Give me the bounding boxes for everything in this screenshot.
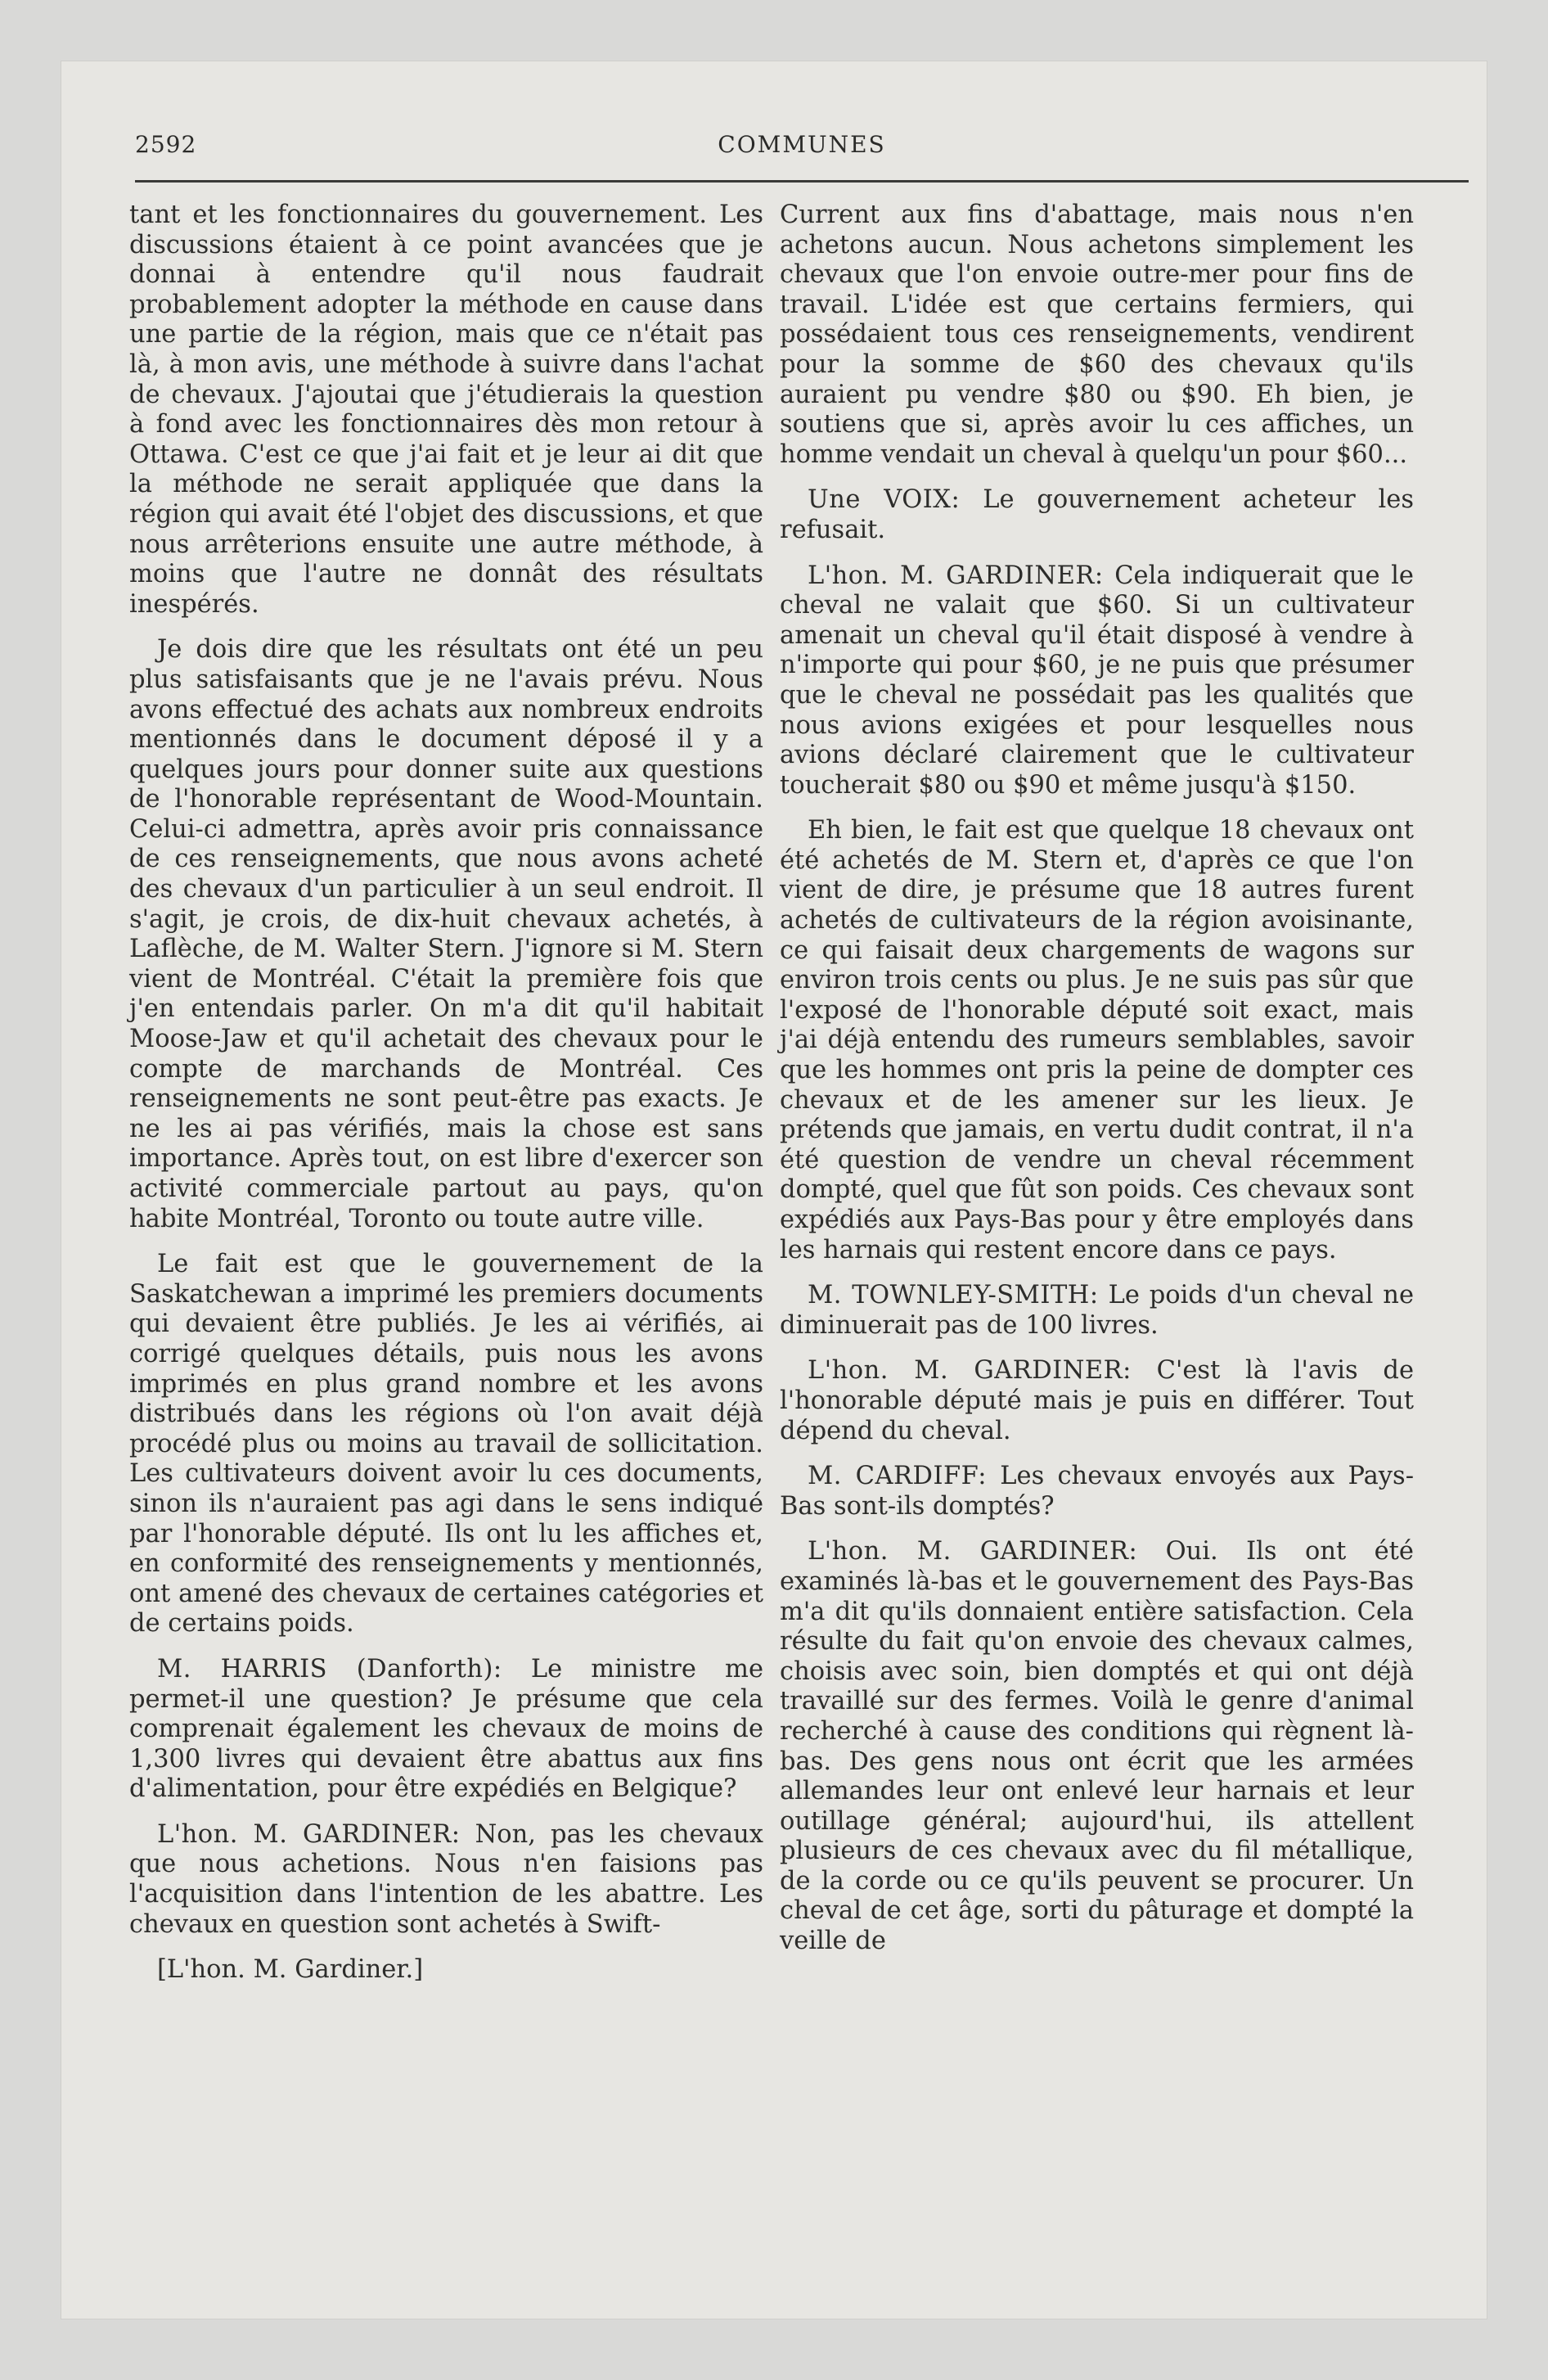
speaker-name: M. HARRIS (Danforth): [157, 1654, 502, 1684]
speaker-name: L'hon. M. GARDINER: [808, 1356, 1132, 1386]
paragraph-text: tant et les fonctionnaires du gouvernement. Les discussions étaient à ce point avancées que je donnai à entendre qu'il nous faudrait probablement adopter la méthode en cause dans une partie de la région, mais que ce n'était pas là, à mon avis, une méthode à suivre dans l'achat de chevaux. J'ajoutai que j'étudierais la question à fond avec les fonctionnaires dès mon retour à Ottawa. C'est ce que j'ai fait et je leur ai dit que la méthode ne serait appliquée que dans la région qui avait été l'objet des discussions, et que nous arrêterions ensuite une autre méthode, à moins que l'autre ne donnât des résultats inespérés. [129, 201, 763, 619]
speaker-name: L'hon. M. GARDINER: [808, 561, 1104, 590]
paragraph [129, 201, 763, 620]
speech-text: Le gouvernement acheteur les refusait. [780, 485, 1415, 544]
speech-text: Le poids d'un cheval ne diminuerait pas de 100 livres. [780, 1281, 1414, 1340]
paragraph [129, 1250, 763, 1639]
paragraph-text: Je dois dire que les résultats ont été un peu plus satisfaisants que je ne l'avais prévu. Nous avons effectué des achats aux nombreux endroits mentionnés dans le document déposé il y a quelques jours pour donner suite aux questions de l'honorable représentant de Wood-Mountain. Celui-ci admettra, après avoir pris connaissance de ces renseignements, que nous avons acheté des chevaux d'un particulier à un seul endroit. Il s'agit, je crois, de dix-huit chevaux achetés, à Laflèche, de M. Walter Stern. J'ignore si M. Stern vient de Montréal. C'était la première fois que j'en entendais parler. On m'a dit qu'il habitait Moose-Jaw et qu'il achetait des chevaux pour le compte de marchands de Montréal. Ces renseignements ne sont peut-être pas exacts. Je ne les ai pas vérifiés, mais la chose est sans importance. Après tout, on est libre d'exercer son activité commerciale partout au pays, qu'on habite Montréal, Toronto ou toute autre ville. [129, 635, 763, 1233]
speech-paragraph [129, 1655, 763, 1805]
speech-text: Le ministre me permet-il une question? Je présume que cela comprenait également les chevaux de moins de 1,300 livres qui devaient être abattus aux fins d'alimentation, pour être expédiés en Belgique? [129, 1654, 763, 1804]
paragraph [780, 201, 1414, 470]
speaker-name: L'hon. M. GARDINER: [808, 1537, 1138, 1566]
speech-paragraph [780, 1537, 1414, 1956]
speech-paragraph [780, 561, 1414, 801]
speech-paragraph [780, 485, 1414, 545]
speaker-name: L'hon. M. GARDINER: [157, 1819, 461, 1849]
speech-text: Cela indiquerait que le cheval ne valait que $60. Si un cultivateur amenait un cheval qu'il était disposé à vendre à n'importe qui pour $60, je ne puis que présumer que le cheval ne possédait pas les qualités que nous avions exigées et pour lesquelles nous avions déclaré clairement que le cultivateur toucherait $80 ou $90 et même jusqu'à $150. [780, 561, 1414, 800]
speech-paragraph [780, 1356, 1414, 1446]
running-head: COMMUNES [718, 131, 886, 158]
paragraph-text: Current aux fins d'abattage, mais nous n'en achetons aucun. Nous achetons simplement les chevaux que l'on envoie outre-mer pour fins de travail. L'idée est que certains fermiers, qui possédaient tous ces renseignements, vendirent pour la somme de $60 des chevaux qu'ils auraient pu vendre $80 ou $90. Eh bien, je soutiens que si, après avoir lu ces affiches, un homme vendait un cheval à quelqu'un pour $60... [780, 201, 1414, 469]
page-attribution: [L'hon. M. Gardiner.] [157, 1955, 424, 1985]
paragraph-text: Eh bien, le fait est que quelque 18 chevaux ont été achetés de M. Stern et, d'après ce que l'on vient de dire, je présume que 18 autres furent achetés de cultivateurs de la région avoisinante, ce qui faisait deux chargements de wagons sur environ trois cents ou plus. Je ne suis pas sûr que l'exposé de l'honorable député soit exact, mais j'ai déjà entendu des rumeurs semblables, savoir que les hommes ont pris la peine de dompter ces chevaux et de les amener sur les lieux. Je prétends que jamais, en vertu dudit contrat, il n'a été question de vendre un cheval récemment dompté, quel que fût son poids. Ces chevaux sont expédiés aux Pays-Bas pour y être employés dans les harnais qui restent encore dans ce pays. [780, 816, 1414, 1264]
speaker-name: Une VOIX: [808, 485, 961, 515]
speaker-name: M. TOWNLEY-SMITH: [808, 1281, 1099, 1310]
speech-text: Non, pas les chevaux que nous achetions. Nous n'en faisions pas l'acquisition dans l'intention de les abattre. Les chevaux en question sont achetés à Swift- [129, 1819, 763, 1939]
paragraph [129, 635, 763, 1234]
speaker-name: M. CARDIFF: [808, 1462, 988, 1491]
paragraph [780, 816, 1414, 1265]
speech-text: Oui. Ils ont été examinés là-bas et le gouvernement des Pays-Bas m'a dit qu'ils donnaient entière satisfaction. Cela résulte du fait qu'on envoie des chevaux calmes, choisis avec soin, bien domptés et qui ont déjà travaillé sur des fermes. Voilà le genre d'animal recherché à cause des conditions qui règnent là-bas. Des gens nous ont écrit que les armées allemandes leur ont enlevé leur harnais et leur outillage général; aujourd'hui, ils attellent plusieurs de ces chevaux avec du fil métallique, de la corde ou ce qu'ils peuvent se procurer. Un cheval de cet âge, sorti du pâturage et dompté la veille de [780, 1537, 1414, 1956]
page-header [135, 131, 1469, 183]
speech-paragraph [780, 1462, 1414, 1521]
right-column [780, 201, 1414, 1972]
speech-paragraph [780, 1281, 1414, 1341]
page-number: 2592 [135, 131, 197, 158]
paragraph-text: Le fait est que le gouvernement de la Saskatchewan a imprimé les premiers documents qui devaient être publiés. Je les ai vérifiés, ai corrigé quelques détails, puis nous les avons imprimés en plus grand nombre et les avons distribués dans les régions où l'on avait déjà procédé plus ou moins au travail de sollicitation. Les cultivateurs doivent avoir lu ces documents, sinon ils n'auraient pas agi dans le sens indiqué par l'honorable député. Ils ont lu les affiches et, en conformité des renseignements y mentionnés, ont amené des chevaux de certaines catégories et de certains poids. [129, 1250, 763, 1639]
speech-paragraph [129, 1820, 763, 1940]
document-page [61, 61, 1487, 2319]
left-column [129, 201, 763, 2001]
speech-text: Les chevaux envoyés aux Pays-Bas sont-ils domptés? [780, 1462, 1414, 1521]
speech-text: C'est là l'avis de l'honorable député mais je puis en différer. Tout dépend du cheval. [780, 1356, 1414, 1445]
